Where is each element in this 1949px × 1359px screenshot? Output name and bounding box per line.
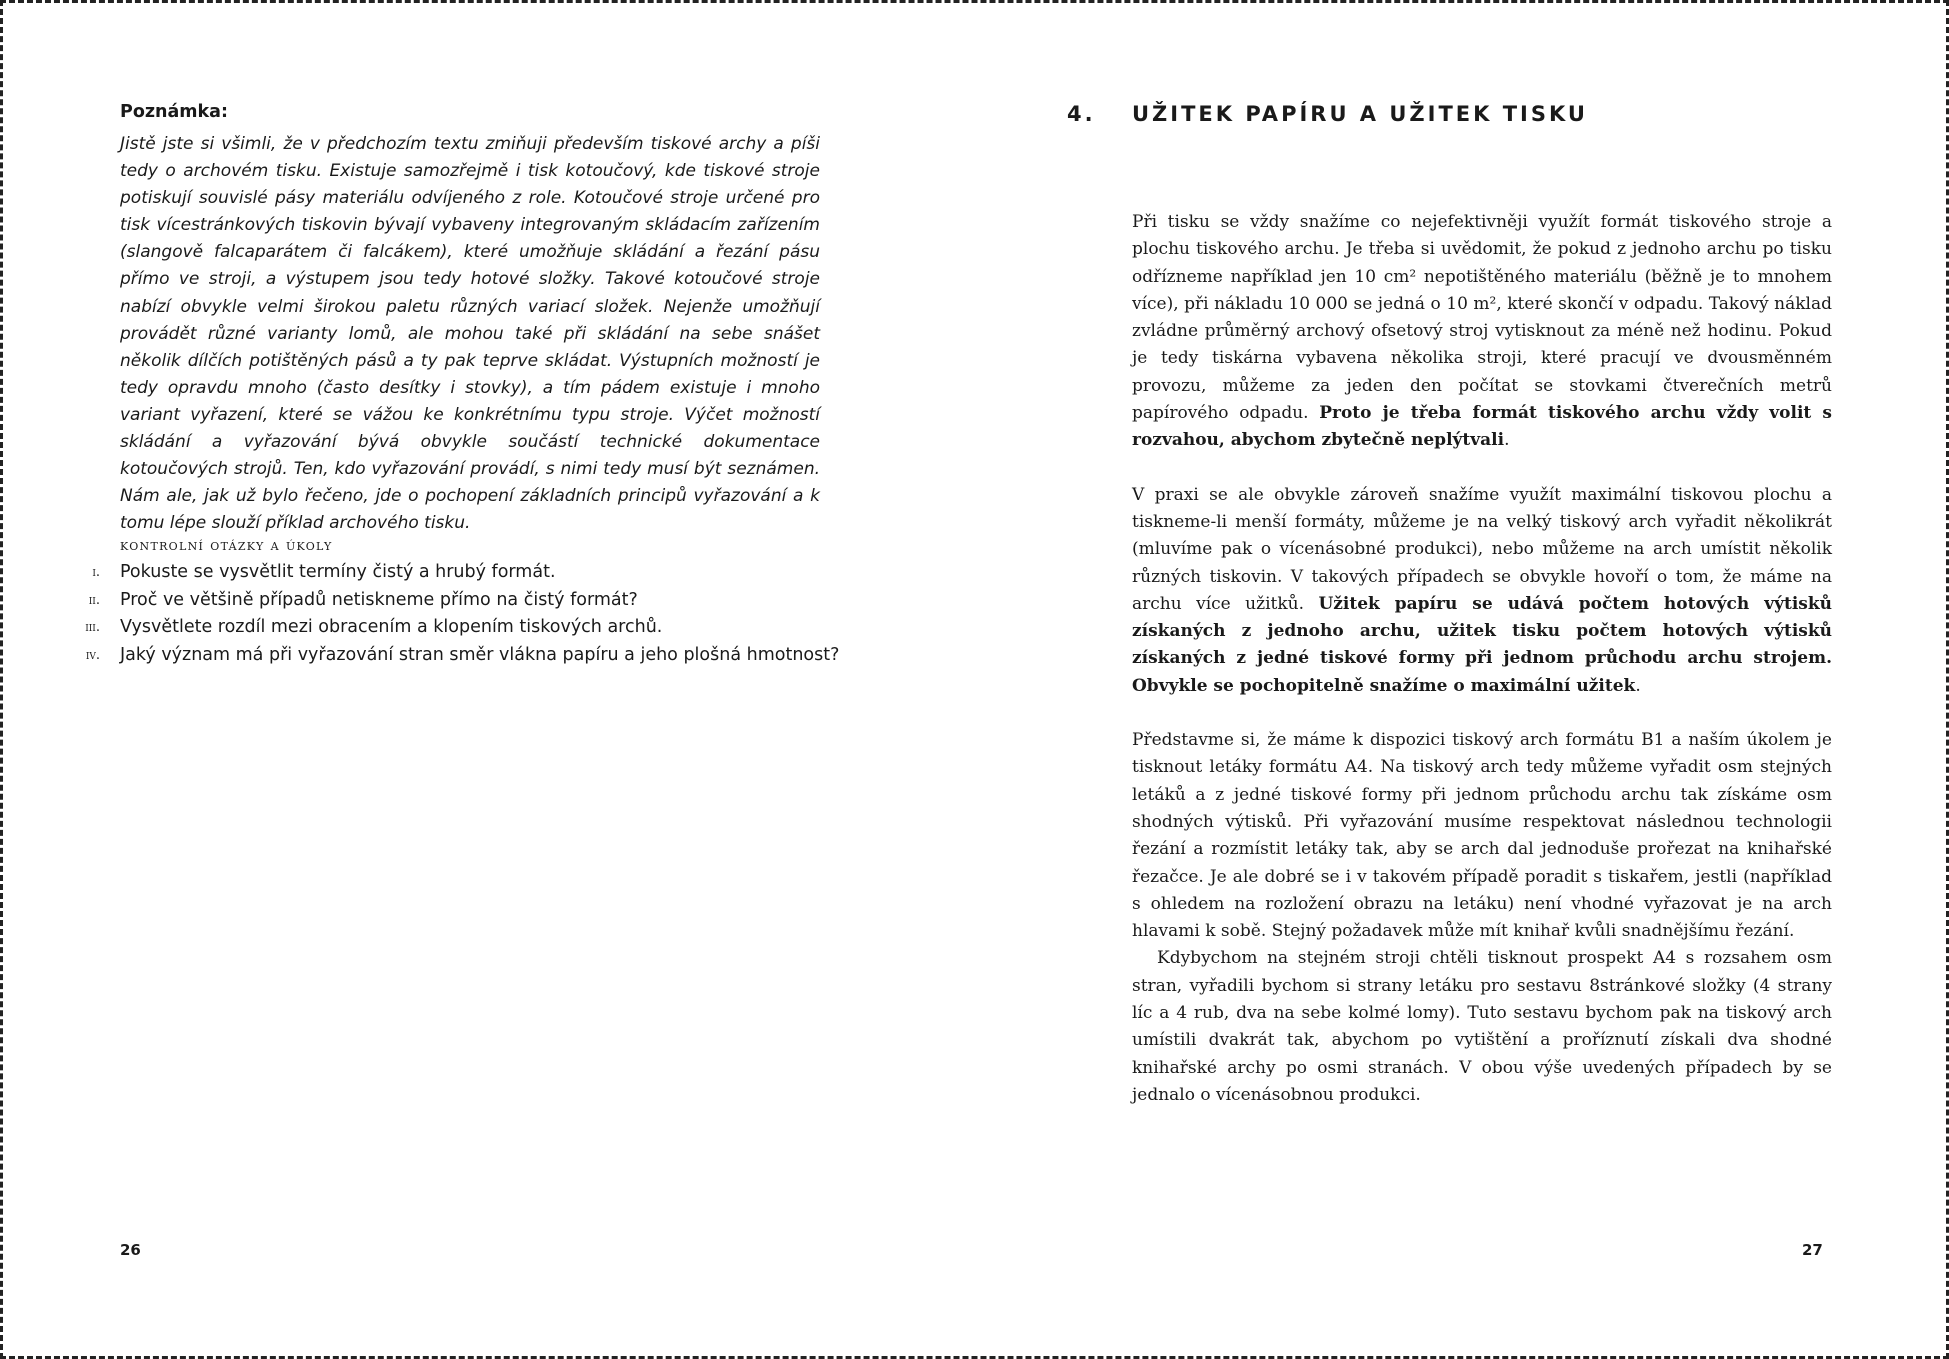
question-item: [70, 645, 870, 673]
paragraph-text: .: [1504, 430, 1510, 451]
page-number-left: 26: [120, 1241, 141, 1259]
paragraph: [1132, 482, 1832, 700]
question-number: iv.: [85, 647, 100, 663]
paragraph-text: Při tisku se vždy snažíme co nejefektivněji využít formát tiskového stroje a plochu tiskového archu. Je třeba si uvědomit, že pokud z jednoho archu po tisku odřízneme například jen 10 cm² nepotištěného materiálu (běžně je to mnohem více), při nákladu 10 000 se jedná o 10 m², které skončí v odpadu. Takový náklad zvládne průměrný archový ofsetový stroj vytisknout za méně než hodinu. Pokud je tedy tiskárna vybavena několika stroji, které pracují ve dvousměnném provozu, můžeme za jeden den počítat se stovkami čtverečních metrů papírového odpadu.: [1132, 212, 1832, 424]
question-text: Pokuste se vysvětlit termíny čistý a hrubý formát.: [120, 562, 556, 582]
note-body: Jistě jste si všimli, že v předchozím textu zmiňuji především tiskové archy a píši tedy o archovém tisku. Existuje samozřejmě i tisk kotoučový, kde tiskové stroje potiskují souvislé pásy materiálu odvíjeného z role. Kotoučové stroje určené pro tisk vícestránkových tiskovin bývají vybaveny integrovaným skládacím zařízením (slangově falcaparátem či falcákem), které umožňuje skládání a řezání pásu přímo ve stroji, a výstupem jsou tedy hotové složky. Takové kotoučové stroje nabízí obvykle velmi širokou paletu různých variací složek. Nejenže umožňují provádět různé varianty lomů, ale mohou také při skládání na sebe snášet několik dílčích potištěných pásů a ty pak teprve skládat. Výstupních možností je tedy opravdu mnoho (často desítky i stovky), a tím pádem existuje i mnoho variant vyřazení, které se vážou ke konkrétnímu typu stroje. Výčet možností skládání a vyřazování bývá obvykle součástí technické dokumentace kotoučových strojů. Ten, kdo vyřazování provádí, s nimi tedy musí být seznámen. Nám ale, jak už bylo řečeno, jde o pochopení základních principů vyřazování a k tomu lépe slouží příklad archového tisku.: [120, 134, 820, 534]
questions-heading: kontrolní otázky a úkoly: [120, 536, 333, 554]
left-page: [0, 0, 974, 1359]
question-item: [70, 590, 870, 618]
paragraph: [1132, 209, 1832, 455]
paragraph-text: V praxi se ale obvykle zároveň snažíme využít maximální tiskovou plochu a tiskneme-li menší formáty, můžeme je na velký tiskový arch vyřadit několikrát (mluvíme pak o vícenásobné produkci), nebo můžeme na arch umístit několik různých tiskovin. V takových případech se obvykle hovoří o tom, že máme na archu více užitků.: [1132, 484, 1832, 614]
paragraph: Kdybychom na stejném stroji chtěli tisknout prospekt A4 s rozsahem osm stran, vyřadili bychom si strany letáku pro sestavu 8stránkové složky (4 strany líc a 4 rub, dva na sebe kolmé lomy). Tuto sestavu bychom pak na tiskový arch umístili dvakrát tak, abychom po vytištění a proříznutí získali dva shodné knihařské archy po osmi stranách. V obou výše uvedených případech by se jednalo o vícenásobnou produkci.: [1132, 948, 1832, 1105]
paragraph-emphasis: Proto je třeba formát tiskového archu vždy volit s rozvahou, abychom zbytečně neplýtvali: [1132, 403, 1832, 451]
note-title: Poznámka:: [120, 102, 228, 122]
page-number-right: 27: [1802, 1241, 1823, 1259]
paragraph-emphasis: Užitek papíru se udává počtem hotových výtisků získaných z jednoho archu, užitek tisku počtem hotových výtisků získaných z jedné tiskové formy při jednom průchodu archu strojem. Obvykle se pochopitelně snažíme o maximální užitek: [1132, 593, 1832, 696]
chapter-body: [1132, 209, 1832, 1109]
question-item: [70, 617, 870, 645]
question-text: Vysvětlete rozdíl mezi obracením a klopením tiskových archů.: [120, 617, 663, 637]
paragraph: Představme si, že máme k dispozici tiskový arch formátu B1 a naším úkolem je tisknout letáky formátu A4. Na tiskový arch tedy můžeme vyřadit osm stejných letáků a z jedné tiskové formy při jednom průchodu archu tak získáme osm shodných výtisků. Při vyřazování musíme respektovat následnou technologii řezání a rozmístit letáky tak, aby se arch dal jednoduše prořezat na knihařské řezačce. Je ale dobré se i v takovém případě poradit s tiskařem, jestli (například s ohledem na rozložení obrazu na letáku) není vhodné vyřazovat je na arch hlavami k sobě. Stejný požadavek může mít knihař kvůli snadnějšímu řezání.: [1132, 730, 1832, 942]
question-number: iii.: [85, 620, 100, 635]
question-item: [70, 562, 870, 590]
questions-list: [70, 562, 870, 672]
question-text: Jaký význam má při vyřazování stran směr vlákna papíru a jeho plošná hmotnost?: [120, 644, 840, 665]
chapter-number: 4.: [1067, 102, 1096, 126]
question-number: ii.: [88, 592, 100, 608]
paragraph-text: .: [1635, 675, 1641, 696]
question-number: i.: [92, 565, 100, 580]
right-page: [975, 0, 1949, 1359]
question-text: Proč ve většině případů netiskneme přímo na čistý formát?: [120, 589, 638, 610]
chapter-title: UŽITEK PAPÍRU A UŽITEK TISKU: [1132, 102, 1588, 126]
